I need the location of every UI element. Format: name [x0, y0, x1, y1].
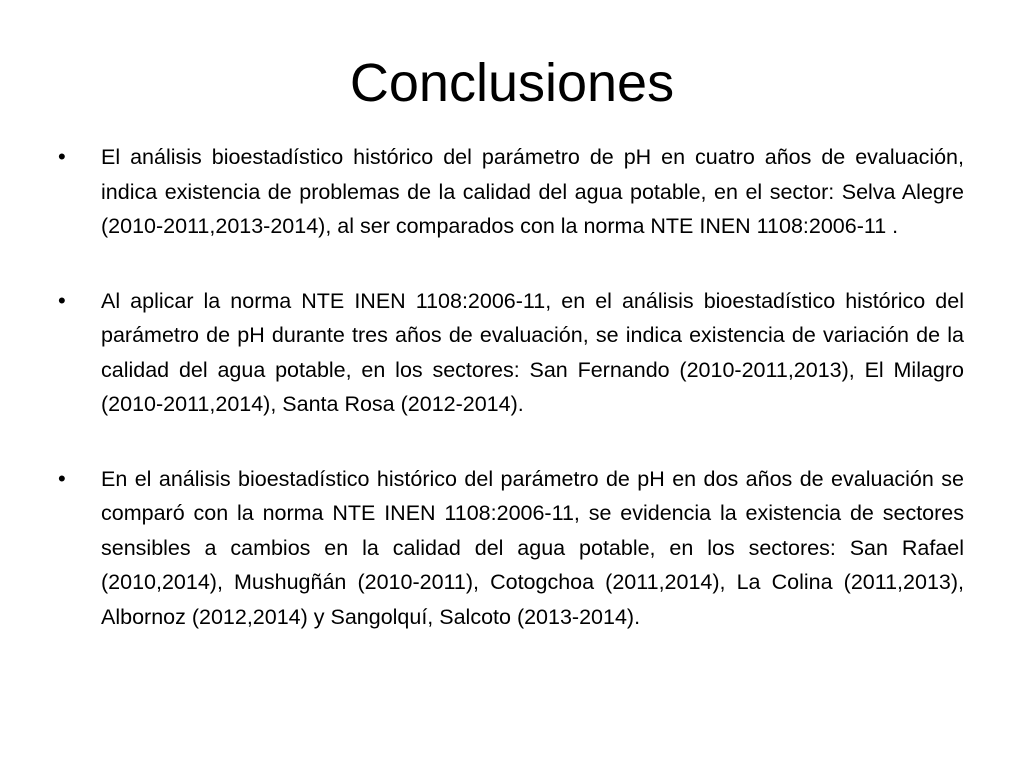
bullet-marker: • — [58, 144, 66, 169]
bullet-text: En el análisis bioestadístico histórico del parámetro de pH en dos años de evaluación se comparó con la norma NTE INEN 1108:2006-11, se evidencia la existencia de sectores sensibles a cambios en la calidad del agua potable, en los sectores: San Rafael (2010,2014), Mushugñán (2010-2011), Cotogchoa (2011,2014), La Colina (2011,2013), Albornoz (2012,2014) y Sangolquí, Salcoto (2013-2014). — [101, 466, 964, 629]
slide-title: Conclusiones — [349, 53, 675, 113]
bullet-marker: • — [58, 465, 66, 491]
bullet-item — [56, 140, 964, 244]
bullet-item — [56, 284, 964, 422]
bullet-marker: • — [58, 287, 66, 313]
bullet-text: El análisis bioestadístico histórico del parámetro de pH en cuatro años de evaluación, indica existencia de problemas de la calidad del agua potable, en el sector: Selva Alegre (2010-2011,2013-2014), al ser comparados con la norma NTE INEN 1108:2006-11 . — [101, 145, 964, 238]
bullet-list — [56, 140, 964, 674]
bullet-item — [56, 462, 964, 635]
bullet-text: Al aplicar la norma NTE INEN 1108:2006-11, en el análisis bioestadístico histórico del parámetro de pH durante tres años de evaluación, se indica existencia de variación de la calidad del agua potable, en los sectores: San Fernando (2010-2011,2013), El Milagro (2010-2011,2014), Santa Rosa (2012-2014). — [101, 288, 964, 416]
